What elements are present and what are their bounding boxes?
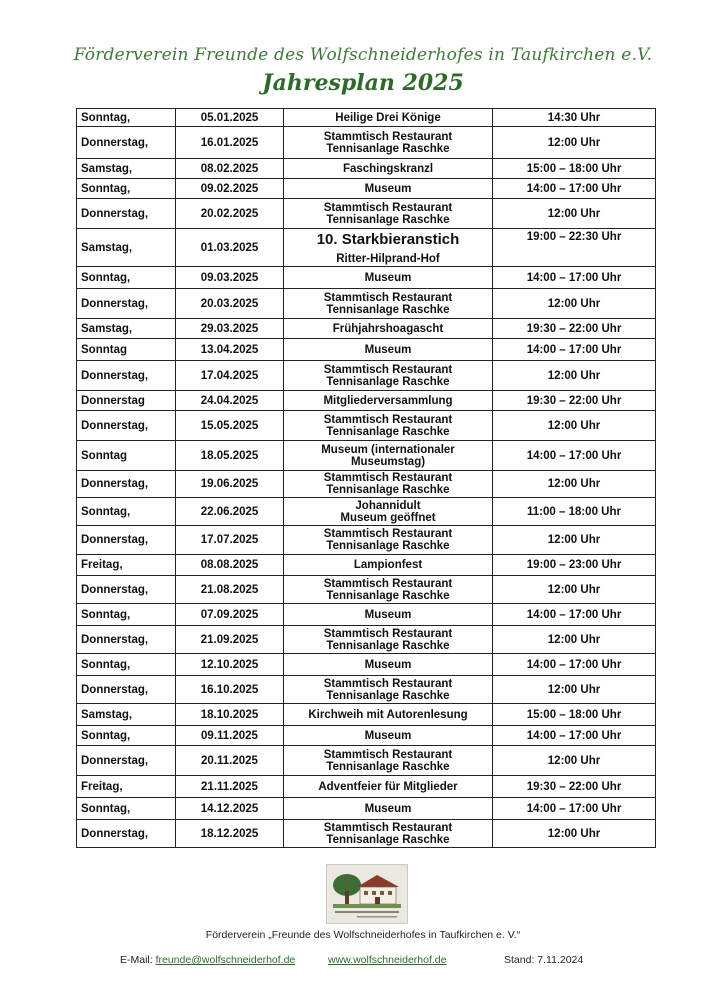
cell-event — [284, 127, 493, 159]
cell-weekday: Sonntag — [77, 339, 176, 361]
table-row — [77, 555, 656, 576]
cell-time: 19:30 – 22:00 Uhr — [493, 319, 656, 339]
cell-date: 16.01.2025 — [176, 127, 284, 159]
event-line: Tennisanlage Raschke — [326, 484, 450, 496]
table-row — [77, 159, 656, 179]
cell-weekday: Donnerstag, — [77, 526, 176, 555]
footer-email — [120, 954, 295, 966]
cell-time: 15:00 – 18:00 Uhr — [493, 159, 656, 179]
footer-organization: Förderverein „Freunde des Wolfschneiderhofes in Taufkirchen e. V.“ — [205, 929, 521, 941]
cell-date: 12.10.2025 — [176, 654, 284, 676]
cell-weekday: Samstag, — [77, 229, 176, 267]
event-line: Museum — [364, 802, 412, 815]
event-line: Frühjahrshoagascht — [332, 322, 444, 335]
cell-time: 19:00 – 22:30 Uhr — [493, 229, 656, 267]
cell-date: 18.10.2025 — [176, 704, 284, 726]
table-row — [77, 229, 656, 267]
cell-event — [284, 411, 493, 441]
cell-weekday: Donnerstag, — [77, 411, 176, 441]
cell-time: 14:00 – 17:00 Uhr — [493, 726, 656, 746]
event-line: Museum — [364, 343, 412, 356]
event-line: Adventfeier für Mitglieder — [318, 780, 458, 793]
cell-date: 08.02.2025 — [176, 159, 284, 179]
cell-date: 29.03.2025 — [176, 319, 284, 339]
cell-event — [284, 820, 493, 848]
table-row — [77, 339, 656, 361]
cell-date: 17.07.2025 — [176, 526, 284, 555]
event-line: Museumstag) — [350, 455, 426, 468]
cell-event — [284, 776, 493, 798]
table-row — [77, 654, 656, 676]
table-row — [77, 604, 656, 626]
event-line: Museum — [364, 182, 412, 195]
cell-date: 18.12.2025 — [176, 820, 284, 848]
cell-weekday: Sonntag, — [77, 654, 176, 676]
cell-weekday: Donnerstag, — [77, 746, 176, 776]
event-line: Tennisanlage Raschke — [326, 375, 450, 388]
event-line: Faschingskranzl — [342, 162, 434, 175]
table-row — [77, 576, 656, 604]
cell-event — [284, 526, 493, 555]
cell-weekday: Samstag, — [77, 159, 176, 179]
table-row — [77, 776, 656, 798]
table-row — [77, 471, 656, 498]
cell-date: 20.03.2025 — [176, 289, 284, 319]
association-logo — [326, 864, 408, 924]
cell-time: 14:00 – 17:00 Uhr — [493, 267, 656, 289]
cell-time: 19:30 – 22:00 Uhr — [493, 776, 656, 798]
cell-time: 12:00 Uhr — [493, 526, 656, 555]
event-line: Tennisanlage Raschke — [326, 689, 450, 702]
event-line: Museum (internationaler — [321, 443, 455, 456]
cell-event — [284, 441, 493, 471]
table-row — [77, 391, 656, 411]
table-row — [77, 179, 656, 199]
cell-date: 16.10.2025 — [176, 676, 284, 704]
event-line: Stammtisch Restaurant — [323, 821, 453, 834]
cell-time: 12:00 Uhr — [493, 626, 656, 654]
event-line: Stammtisch Restaurant — [323, 363, 453, 376]
cell-event — [284, 626, 493, 654]
cell-event — [284, 798, 493, 820]
cell-time: 12:00 Uhr — [493, 127, 656, 159]
cell-weekday: Sonntag — [77, 441, 176, 471]
event-line: Tennisanlage Raschke — [326, 589, 450, 602]
cell-weekday: Sonntag, — [77, 179, 176, 199]
table-row — [77, 726, 656, 746]
cell-event — [284, 654, 493, 676]
event-line: Stammtisch Restaurant — [323, 201, 453, 214]
cell-weekday: Freitag, — [77, 776, 176, 798]
cell-time: 14:30 Uhr — [493, 109, 656, 127]
cell-event — [284, 746, 493, 776]
cell-date: 09.11.2025 — [176, 726, 284, 746]
cell-date: 21.08.2025 — [176, 576, 284, 604]
cell-event — [284, 576, 493, 604]
cell-date: 13.04.2025 — [176, 339, 284, 361]
cell-event — [284, 361, 493, 391]
cell-weekday: Donnerstag, — [77, 820, 176, 848]
cell-time: 14:00 – 17:00 Uhr — [493, 339, 656, 361]
event-line: Museum — [364, 608, 412, 621]
cell-date: 21.11.2025 — [176, 776, 284, 798]
cell-weekday: Donnerstag — [77, 391, 176, 411]
table-row — [77, 746, 656, 776]
email-link[interactable]: freunde@wolfschneiderhof.de — [155, 954, 296, 966]
table-row — [77, 498, 656, 526]
table-row — [77, 441, 656, 471]
cell-time: 12:00 Uhr — [493, 746, 656, 776]
event-line: Stammtisch Restaurant — [323, 577, 453, 590]
table-row — [77, 319, 656, 339]
event-line: Stammtisch Restaurant — [323, 130, 453, 143]
event-line: Kirchweih mit Autorenlesung — [308, 708, 468, 721]
cell-time: 12:00 Uhr — [493, 411, 656, 441]
event-line: Museum — [364, 271, 412, 284]
cell-weekday: Sonntag, — [77, 726, 176, 746]
cell-date: 01.03.2025 — [176, 229, 284, 267]
cell-event — [284, 498, 493, 526]
event-line: Stammtisch Restaurant — [323, 413, 453, 426]
cell-date: 22.06.2025 — [176, 498, 284, 526]
cell-event — [284, 391, 493, 411]
cell-time: 19:30 – 22:00 Uhr — [493, 391, 656, 411]
cell-date: 19.06.2025 — [176, 471, 284, 498]
event-line: Stammtisch Restaurant — [323, 528, 453, 540]
website-link[interactable]: www.wolfschneiderhof.de — [328, 954, 447, 966]
event-line: Museum — [364, 729, 412, 742]
table-row — [77, 109, 656, 127]
cell-date: 18.05.2025 — [176, 441, 284, 471]
event-line: Tennisanlage Raschke — [326, 760, 450, 773]
organization-title: Förderverein Freunde des Wolfschneiderhofes in Taufkirchen e.V. — [73, 45, 653, 65]
cell-weekday: Donnerstag, — [77, 676, 176, 704]
table-row — [77, 411, 656, 441]
cell-time: 14:00 – 17:00 Uhr — [493, 798, 656, 820]
cell-weekday: Freitag, — [77, 555, 176, 576]
cell-time: 19:00 – 23:00 Uhr — [493, 555, 656, 576]
cell-event — [284, 471, 493, 498]
event-line: Johannidult — [355, 499, 421, 512]
events-table — [76, 108, 656, 848]
cell-event — [284, 726, 493, 746]
table-row — [77, 127, 656, 159]
event-line: Ritter-Hilprand-Hof — [336, 252, 440, 265]
cell-time: 12:00 Uhr — [493, 361, 656, 391]
cell-event — [284, 676, 493, 704]
event-line: Tennisanlage Raschke — [326, 142, 450, 155]
event-line: Museum — [364, 658, 412, 671]
cell-time: 12:00 Uhr — [493, 576, 656, 604]
cell-time: 12:00 Uhr — [493, 676, 656, 704]
table-row — [77, 526, 656, 555]
event-line: Mitgliederversammlung — [323, 394, 453, 407]
event-line: Museum geöffnet — [340, 511, 436, 524]
cell-event — [284, 319, 493, 339]
cell-date: 24.04.2025 — [176, 391, 284, 411]
cell-date: 07.09.2025 — [176, 604, 284, 626]
cell-date: 15.05.2025 — [176, 411, 284, 441]
cell-event — [284, 604, 493, 626]
cell-time: 12:00 Uhr — [493, 199, 656, 229]
cell-event — [284, 199, 493, 229]
cell-event — [284, 339, 493, 361]
stand-date: Stand: 7.11.2024 — [504, 954, 584, 966]
event-line: Tennisanlage Raschke — [326, 639, 450, 652]
cell-date: 14.12.2025 — [176, 798, 284, 820]
cell-event — [284, 704, 493, 726]
cell-date: 20.02.2025 — [176, 199, 284, 229]
cell-event — [284, 159, 493, 179]
cell-weekday: Sonntag, — [77, 109, 176, 127]
cell-weekday: Samstag, — [77, 704, 176, 726]
cell-time: 14:00 – 17:00 Uhr — [493, 441, 656, 471]
cell-event — [284, 229, 493, 267]
event-line: Stammtisch Restaurant — [323, 748, 453, 761]
cell-weekday: Samstag, — [77, 319, 176, 339]
cell-date: 08.08.2025 — [176, 555, 284, 576]
table-row — [77, 267, 656, 289]
cell-time: 12:00 Uhr — [493, 289, 656, 319]
cell-weekday: Donnerstag, — [77, 576, 176, 604]
event-line: Tennisanlage Raschke — [326, 213, 450, 226]
table-row — [77, 820, 656, 848]
cell-weekday: Donnerstag, — [77, 626, 176, 654]
event-line: Stammtisch Restaurant — [323, 291, 453, 304]
table-row — [77, 676, 656, 704]
cell-event — [284, 109, 493, 127]
page-title: Jahresplan 2025 — [262, 70, 464, 96]
cell-event — [284, 179, 493, 199]
table-row — [77, 798, 656, 820]
cell-date: 05.01.2025 — [176, 109, 284, 127]
table-row — [77, 289, 656, 319]
cell-time: 12:00 Uhr — [493, 471, 656, 498]
cell-weekday: Sonntag, — [77, 604, 176, 626]
cell-weekday: Sonntag, — [77, 498, 176, 526]
event-line: Lampionfest — [353, 559, 423, 571]
cell-weekday: Donnerstag, — [77, 361, 176, 391]
cell-time: 11:00 – 18:00 Uhr — [493, 498, 656, 526]
cell-time: 15:00 – 18:00 Uhr — [493, 704, 656, 726]
cell-date: 09.03.2025 — [176, 267, 284, 289]
table-row — [77, 199, 656, 229]
cell-weekday: Donnerstag, — [77, 471, 176, 498]
cell-date: 17.04.2025 — [176, 361, 284, 391]
table-row — [77, 704, 656, 726]
cell-time: 14:00 – 17:00 Uhr — [493, 604, 656, 626]
event-line: Stammtisch Restaurant — [323, 472, 453, 484]
event-line: Stammtisch Restaurant — [323, 677, 453, 690]
cell-time: 12:00 Uhr — [493, 820, 656, 848]
cell-weekday: Donnerstag, — [77, 127, 176, 159]
event-line: Heilige Drei Könige — [335, 111, 441, 124]
email-label: E-Mail: — [120, 954, 153, 966]
cell-weekday: Donnerstag, — [77, 289, 176, 319]
event-line: Tennisanlage Raschke — [326, 303, 450, 316]
cell-date: 09.02.2025 — [176, 179, 284, 199]
cell-event — [284, 555, 493, 576]
event-line: Stammtisch Restaurant — [323, 627, 453, 640]
cell-event — [284, 289, 493, 319]
cell-event — [284, 267, 493, 289]
event-line: Tennisanlage Raschke — [326, 540, 450, 552]
cell-date: 20.11.2025 — [176, 746, 284, 776]
table-row — [77, 361, 656, 391]
event-line: Tennisanlage Raschke — [326, 425, 450, 438]
events-table-body — [77, 109, 656, 848]
cell-date: 21.09.2025 — [176, 626, 284, 654]
cell-weekday: Donnerstag, — [77, 199, 176, 229]
event-line: Tennisanlage Raschke — [326, 833, 450, 846]
cell-time: 14:00 – 17:00 Uhr — [493, 654, 656, 676]
cell-weekday: Sonntag, — [77, 267, 176, 289]
event-line: 10. Starkbieranstich — [316, 230, 460, 248]
table-row — [77, 626, 656, 654]
cell-weekday: Sonntag, — [77, 798, 176, 820]
cell-time: 14:00 – 17:00 Uhr — [493, 179, 656, 199]
